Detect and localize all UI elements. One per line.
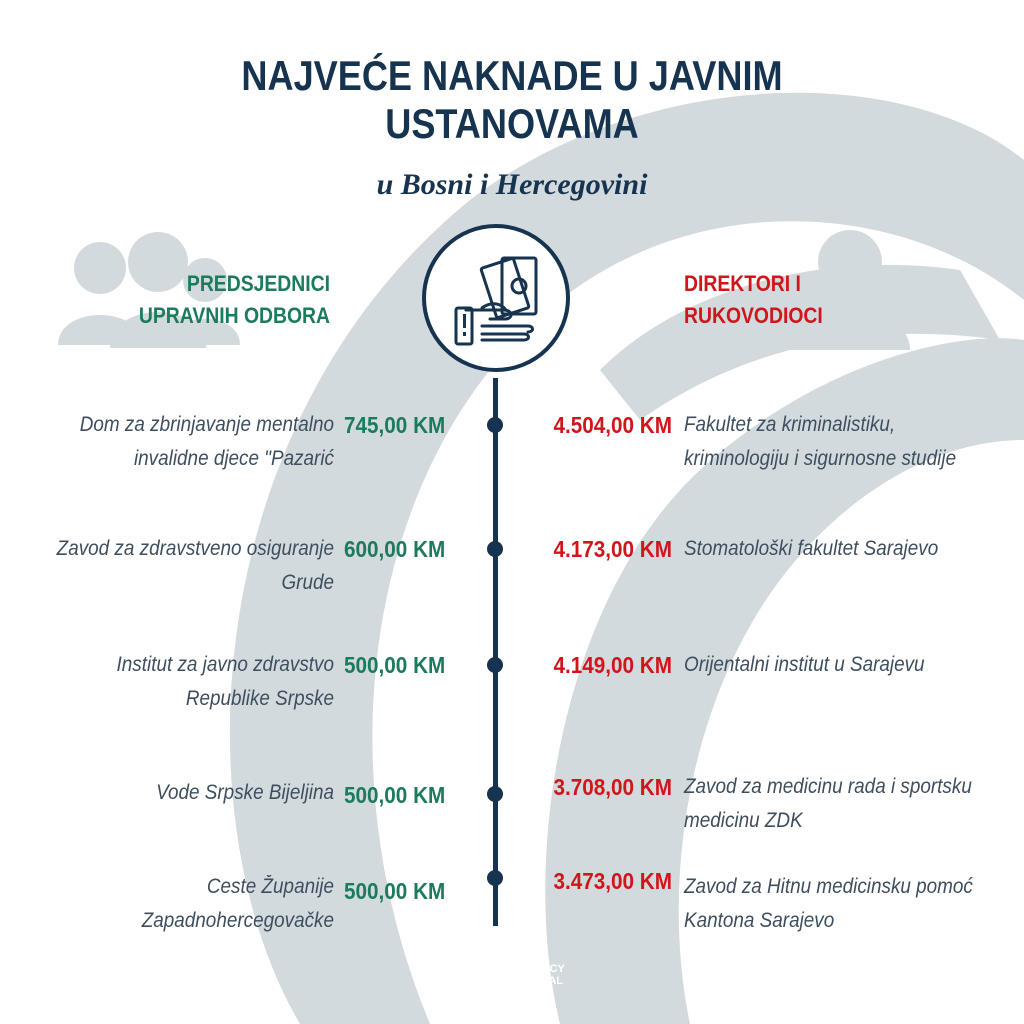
left-amount: 500,00 KM [344, 782, 446, 808]
right-amount: 4.149,00 KM [553, 652, 672, 678]
timeline-line [493, 378, 498, 926]
right-institution-name: Orijentalni institut u Sarajevu [684, 653, 925, 676]
left-amount: 600,00 KM [344, 536, 446, 562]
globe-logo-icon [448, 967, 470, 989]
logo-line-1: TRANSPARENCY [474, 962, 565, 975]
right-institution-name: Fakultet za kriminalistiku, kriminologiju i sigurnosne studije [684, 413, 957, 470]
logo-line-3: BOSNA I HERCEGOVINA [474, 986, 542, 993]
left-institution-name: Ceste Županije Zapadnohercegovačke [141, 875, 334, 932]
logo-line-2: INTERNATIONAL [474, 974, 564, 987]
left-institution-name: Dom za zbrinjavanje mentalno invalidne djece "Pazarić [79, 413, 334, 470]
hand-money-icon [420, 222, 572, 374]
right-amount: 4.504,00 KM [553, 412, 672, 438]
right-institution-name: Zavod za Hitnu medicinsku pomoć Kantona Sarajevo [684, 875, 973, 932]
left-amount: 500,00 KM [344, 652, 446, 678]
page-title: NAJVEĆE NAKNADE U JAVNIM USTANOVAMA [241, 52, 783, 147]
left-institution-name: Vode Srpske Bijeljina [156, 781, 334, 804]
transparency-international-logo [448, 958, 588, 998]
left-column-heading: PREDSJEDNICI UPRAVNIH ODBORA [138, 271, 330, 328]
left-institution-name: Institut za javno zdravstvo Republike Srpske [116, 653, 334, 710]
page-subtitle: u Bosni i Hercegovini [376, 168, 648, 201]
right-amount: 4.173,00 KM [553, 536, 672, 562]
left-amount: 500,00 KM [344, 878, 446, 904]
left-institution-name: Zavod za zdravstveno osiguranje Grude [56, 537, 334, 594]
right-column-heading: DIREKTORI I RUKOVODIOCI [684, 271, 823, 328]
right-institution-name: Zavod za medicinu rada i sportsku medicinu ZDK [684, 775, 972, 832]
right-amount: 3.708,00 KM [553, 774, 672, 800]
left-amount: 745,00 KM [344, 412, 446, 438]
right-institution-name: Stomatološki fakultet Sarajevo [684, 537, 939, 560]
right-amount: 3.473,00 KM [553, 868, 672, 894]
